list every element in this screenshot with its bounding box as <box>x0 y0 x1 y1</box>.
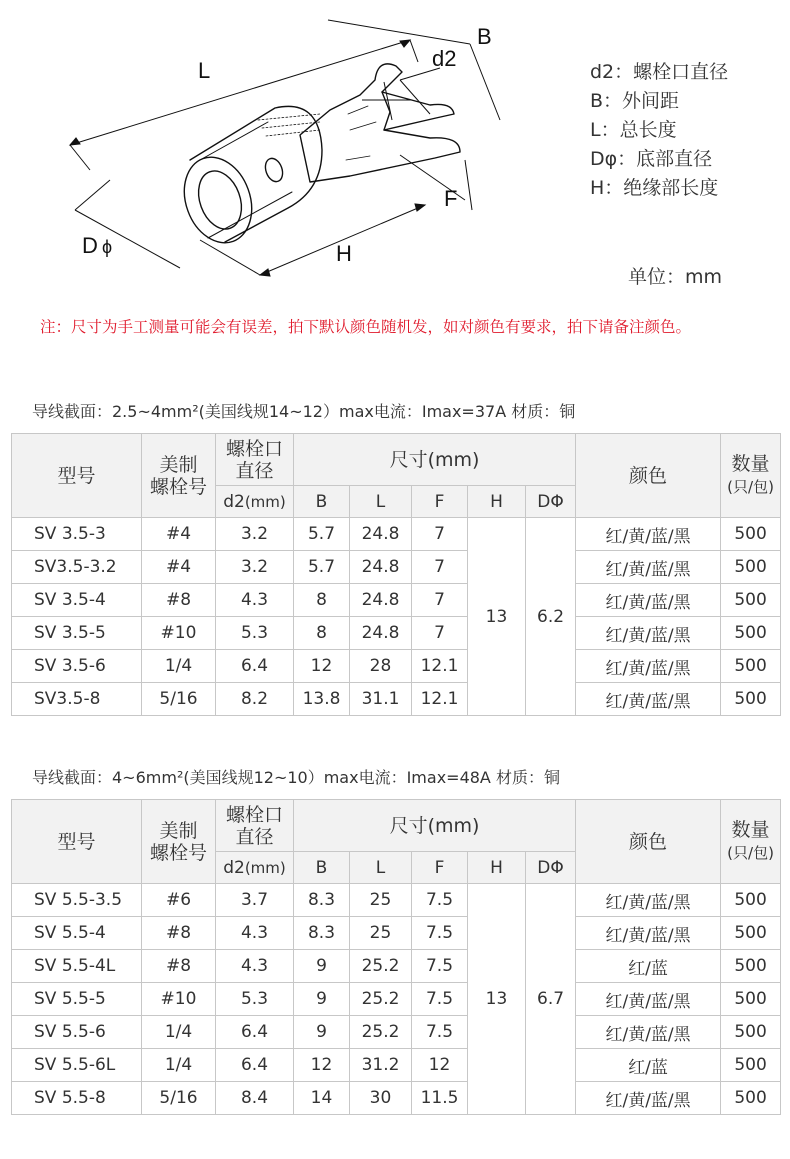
table-row: SV 5.5-4L #8 4.3 9 25.2 7.5 红/蓝 500 <box>12 950 781 983</box>
table-row: SV 3.5-3 #4 3.2 5.7 24.8 7 13 6.2 红/黄/蓝/黑 500 <box>12 518 781 551</box>
header-us-bolt: 美制 螺栓号 <box>142 434 216 518</box>
header-F: F <box>412 852 468 884</box>
header-size: 尺寸(mm) <box>294 800 576 852</box>
table-row: SV3.5-3.2 #4 3.2 5.7 24.8 7 红/黄/蓝/黑 500 <box>12 551 781 584</box>
table1-caption: 导线截面：2.5~4mm²(美国线规14~12）max电流：Imax=37A 材质：铜 <box>32 402 576 421</box>
measurement-note: 注：尺寸为手工测量可能会有误差，拍下默认颜色随机发，如对颜色有要求，拍下请备注颜色。 <box>40 318 692 336</box>
table-row: SV 3.5-4 #8 4.3 8 24.8 7 红/黄/蓝/黑 500 <box>12 584 781 617</box>
header-D: DΦ <box>526 486 576 518</box>
label-L: L <box>198 58 211 83</box>
legend-B: B：外间距 <box>590 90 680 112</box>
table-row: SV 5.5-4 #8 4.3 8.3 25 7.5 红/黄/蓝/黑 500 <box>12 917 781 950</box>
table-row: SV 5.5-6 1/4 6.4 9 25.2 7.5 红/黄/蓝/黑 500 <box>12 1016 781 1049</box>
table2-H-value: 13 <box>468 884 526 1115</box>
header-H: H <box>468 486 526 518</box>
header-model: 型号 <box>12 434 142 518</box>
header-model: 型号 <box>12 800 142 884</box>
table-row: SV 5.5-6L 1/4 6.4 12 31.2 12 红/蓝 500 <box>12 1049 781 1082</box>
spec-table-1 <box>11 433 781 716</box>
barrel-outer <box>173 148 263 253</box>
table2-D-value: 6.7 <box>526 884 576 1115</box>
header-bolt-dia: 螺栓口 直径 <box>216 800 294 852</box>
table-row: SV 5.5-8 5/16 8.4 14 30 11.5 红/黄/蓝/黑 500 <box>12 1082 781 1115</box>
header-F: F <box>412 486 468 518</box>
header-qty: 数量 (只/包) <box>721 434 781 518</box>
inspection-hole <box>262 156 285 184</box>
header-B: B <box>294 486 350 518</box>
label-d2: d2 <box>432 46 457 71</box>
label-H: H <box>336 241 352 266</box>
header-D: DΦ <box>526 852 576 884</box>
legend-L: L：总长度 <box>590 119 677 141</box>
legend-H: H：绝缘部长度 <box>590 177 719 199</box>
header-d2: d2(mm) <box>216 852 294 884</box>
header-size: 尺寸(mm) <box>294 434 576 486</box>
header-us-bolt: 美制 螺栓号 <box>142 800 216 884</box>
table1-H-value: 13 <box>468 518 526 716</box>
dimension-legend <box>590 58 728 203</box>
label-phi: ϕ <box>102 237 113 257</box>
header-L: L <box>350 486 412 518</box>
header-color: 颜色 <box>576 800 721 884</box>
legend-d2: d2：螺栓口直径 <box>590 61 729 83</box>
header-d2: d2(mm) <box>216 486 294 518</box>
fork-blade <box>300 64 460 182</box>
header-color: 颜色 <box>576 434 721 518</box>
table-row: SV 5.5-3.5 #6 3.7 8.3 25 7.5 13 6.7 红/黄/蓝/黑 500 <box>12 884 781 917</box>
label-F: F <box>444 186 458 211</box>
table-row: SV 3.5-5 #10 5.3 8 24.8 7 红/黄/蓝/黑 500 <box>12 617 781 650</box>
spec-table-2 <box>11 799 781 1115</box>
legend-D: Dφ：底部直径 <box>590 148 713 170</box>
label-D: D <box>82 233 98 258</box>
table2-caption: 导线截面：4~6mm²(美国线规12~10）max电流：Imax=48A 材质：铜 <box>32 768 560 787</box>
fork-slot <box>382 92 390 130</box>
table-row: SV3.5-8 5/16 8.2 13.8 31.1 12.1 红/黄/蓝/黑 500 <box>12 683 781 716</box>
label-B: B <box>477 24 492 49</box>
header-bolt-dia: 螺栓口 直径 <box>216 434 294 486</box>
header-B: B <box>294 852 350 884</box>
terminal-dimension-diagram <box>30 10 550 290</box>
table-row: SV 3.5-6 1/4 6.4 12 28 12.1 红/黄/蓝/黑 500 <box>12 650 781 683</box>
table1-D-value: 6.2 <box>526 518 576 716</box>
header-H: H <box>468 852 526 884</box>
table-row: SV 5.5-5 #10 5.3 9 25.2 7.5 红/黄/蓝/黑 500 <box>12 983 781 1016</box>
header-qty: 数量 (只/包) <box>721 800 781 884</box>
unit-label: 单位：mm <box>628 266 723 288</box>
header-L: L <box>350 852 412 884</box>
